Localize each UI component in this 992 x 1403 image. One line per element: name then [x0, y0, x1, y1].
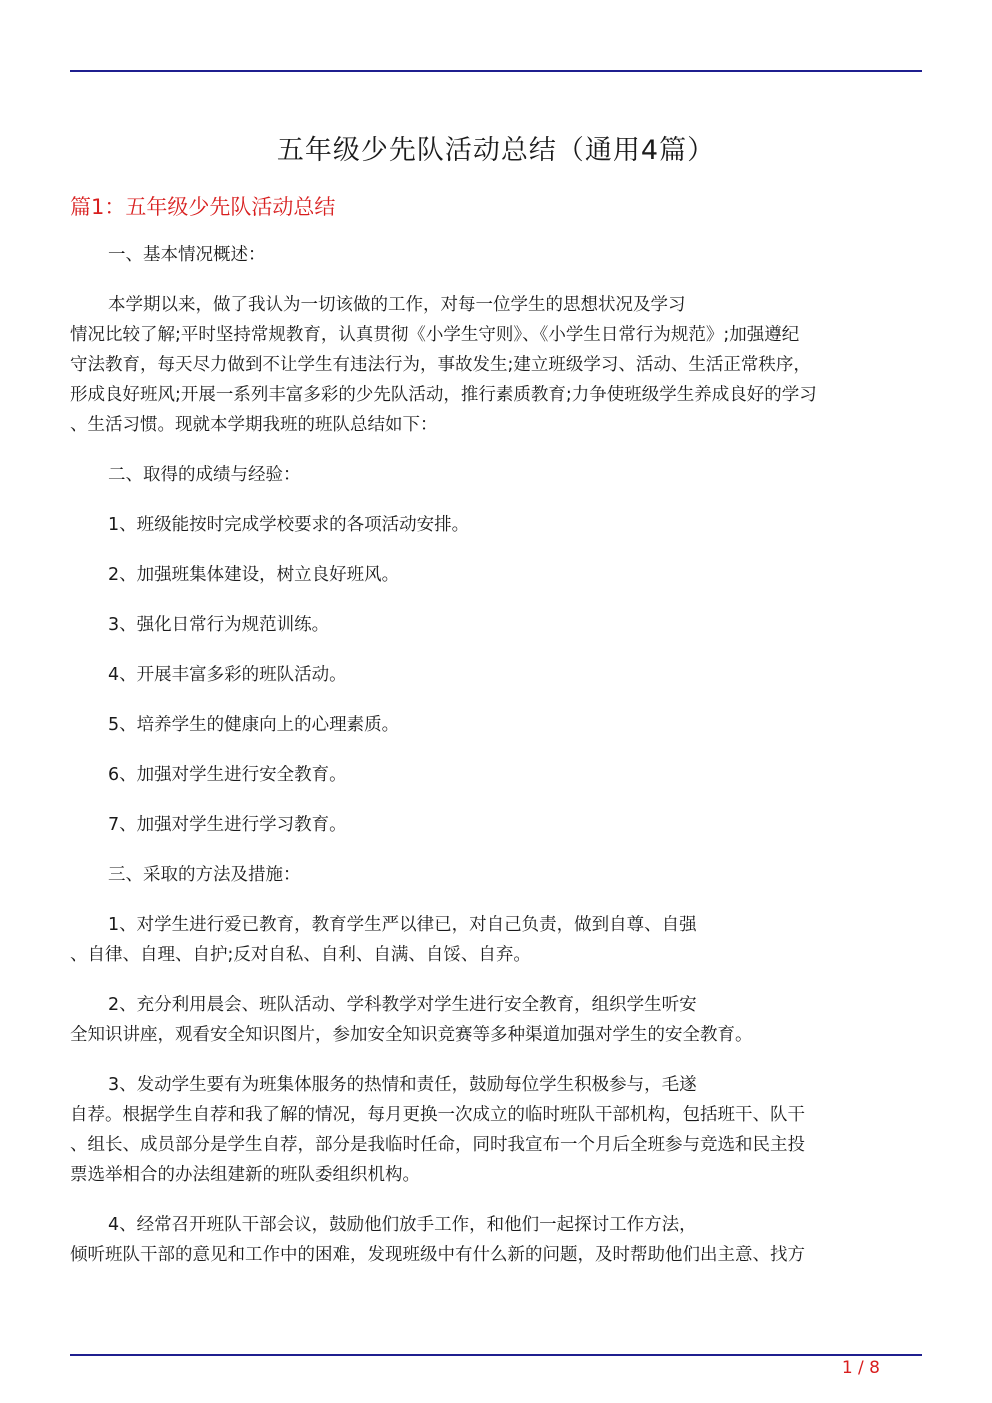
paragraph-line: 3、发动学生要有为班集体服务的热情和责任，鼓励每位学生积极参与，毛遂 [108, 1075, 697, 1095]
document-title: 五年级少先队活动总结（通用4篇） [276, 135, 716, 166]
paragraph-line: 6、加强对学生进行安全教育。 [108, 765, 347, 785]
paragraph-line: 一、基本情况概述： [108, 245, 266, 265]
header-rule [70, 70, 922, 72]
footer-rule [70, 1354, 922, 1356]
paragraph-line: 全知识讲座，观看安全知识图片，参加安全知识竞赛等多种渠道加强对学生的安全教育。 [70, 1025, 753, 1045]
paragraph-line: 二、取得的成绩与经验： [108, 465, 301, 485]
paragraph [70, 990, 922, 1050]
paragraph-line: 、组长、成员部分是学生自荐，部分是我临时任命，同时我宣布一个月后全班参与竞选和民主投 [70, 1135, 805, 1155]
paragraph-line: 3、强化日常行为规范训练。 [108, 615, 330, 635]
paragraph-line: 4、开展丰富多彩的班队活动。 [108, 665, 347, 685]
list-item [70, 810, 922, 840]
paragraph [70, 240, 922, 270]
list-item [70, 560, 922, 590]
page-number: 1 / 8 [841, 1358, 880, 1378]
paragraph-line: 1、班级能按时完成学校要求的各项活动安排。 [108, 515, 470, 535]
list-item [70, 710, 922, 740]
paragraph [70, 1210, 922, 1270]
paragraph-line: 2、充分利用晨会、班队活动、学科教学对学生进行安全教育，组织学生听安 [108, 995, 697, 1015]
paragraph-line: 三、采取的方法及措施： [108, 865, 301, 885]
paragraph [70, 1070, 922, 1190]
paragraph-line: 守法教育，每天尽力做到不让学生有违法行为，事故发生;建立班级学习、活动、生活正常秩序， [70, 355, 811, 375]
paragraph-line: 、自律、自理、自护;反对自私、自利、自满、自馁、自弃。 [70, 945, 531, 965]
paragraph-line: 7、加强对学生进行学习教育。 [108, 815, 347, 835]
paragraph-line: 2、加强班集体建设，树立良好班风。 [108, 565, 400, 585]
list-item [70, 760, 922, 790]
paragraph-line: 4、经常召开班队干部会议，鼓励他们放手工作，和他们一起探讨工作方法， [108, 1215, 697, 1235]
paragraph-line: 5、培养学生的健康向上的心理素质。 [108, 715, 400, 735]
list-item [70, 660, 922, 690]
paragraph-line: 自荐。根据学生自荐和我了解的情况，每月更换一次成立的临时班队干部机构，包括班干、队干 [70, 1105, 805, 1125]
paragraph-line: 情况比较了解;平时坚持常规教育，认真贯彻《小学生守则》、《小学生日常行为规范》;加强遵纪 [70, 325, 800, 345]
list-item [70, 510, 922, 540]
list-item [70, 610, 922, 640]
paragraph-line: 形成良好班风;开展一系列丰富多彩的少先队活动，推行素质教育;力争使班级学生养成良好的学习 [70, 385, 817, 405]
paragraph-line: 本学期以来，做了我认为一切该做的工作，对每一位学生的思想状况及学习 [108, 295, 686, 315]
paragraph [70, 910, 922, 970]
paragraph-line: 1、对学生进行爱已教育，教育学生严以律已，对自己负责，做到自尊、自强 [108, 915, 697, 935]
paragraph-line: 票选举相合的办法组建新的班队委组织机构。 [70, 1165, 420, 1185]
paragraph [70, 860, 922, 890]
paragraph-line: 、生活习惯。现就本学期我班的班队总结如下： [70, 415, 438, 435]
paragraph [70, 290, 922, 440]
section-heading: 篇1：五年级少先队活动总结 [70, 195, 336, 219]
document-body [70, 240, 922, 1290]
paragraph-line: 倾听班队干部的意见和工作中的困难，发现班级中有什么新的问题，及时帮助他们出主意、找方 [70, 1245, 805, 1265]
paragraph [70, 460, 922, 490]
